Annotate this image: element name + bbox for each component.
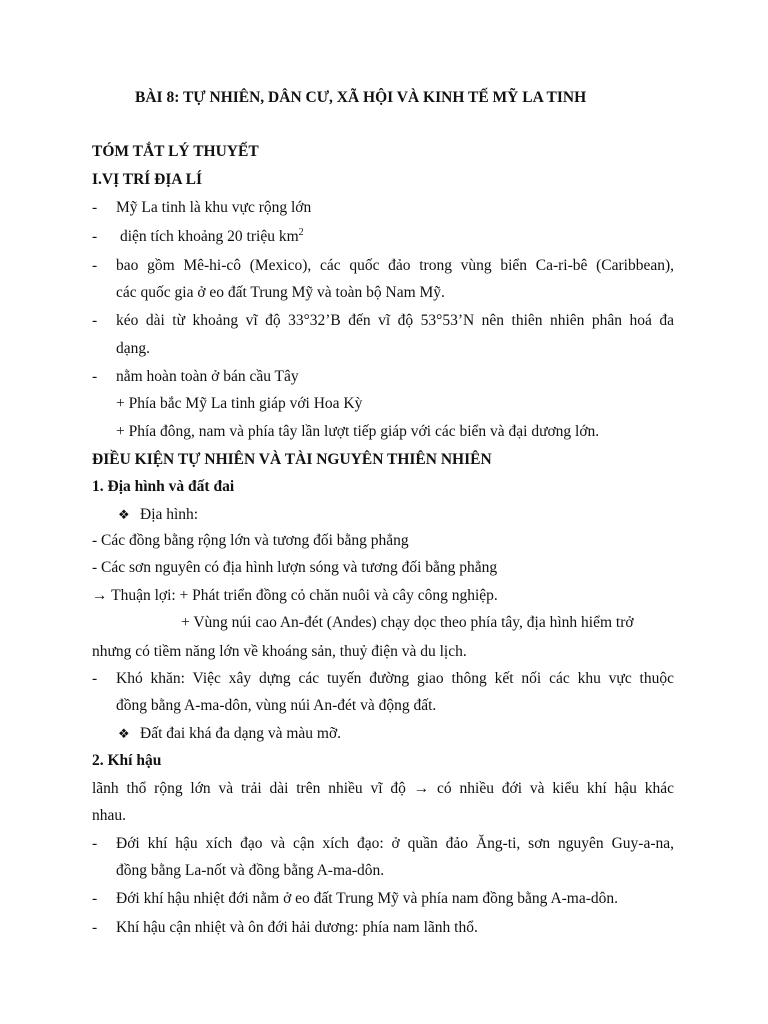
climate-intro: lãnh thổ rộng lớn và trải dài trên nhiều vĩ độ → có nhiều đới và kiểu khí hậu khác: [92, 780, 674, 797]
bullet-dash: -: [92, 670, 98, 687]
location-item-cont: các quốc gia ở eo đất Trung Mỹ và toàn bộ Nam Mỹ.: [116, 284, 445, 301]
diamond-bullet-icon: ❖: [118, 726, 130, 741]
bullet-dash: -: [92, 312, 98, 329]
terrain-label: Địa hình:: [140, 506, 199, 523]
difficulty-line: Khó khăn: Việc xây dựng các tuyến đường giao thông kết nối các khu vực thuộc: [116, 670, 674, 687]
location-item: [120, 227, 304, 247]
bullet-dash: -: [92, 368, 98, 385]
page-title: BÀI 8: TỰ NHIÊN, DÂN CƯ, XÃ HỘI VÀ KINH TẾ MỸ LA TINH: [135, 89, 587, 106]
advantage-line: + Vùng núi cao An-đét (Andes) chạy dọc theo phía tây, địa hình hiểm trở: [181, 614, 634, 631]
superscript: 2: [298, 226, 304, 238]
soil-line: Đất đai khá đa dạng và màu mỡ.: [140, 725, 342, 742]
summary-heading: TÓM TẮT LÝ THUYẾT: [92, 143, 259, 160]
terrain-line: - Các sơn nguyên có địa hình lượn sóng và tương đối bằng phẳng: [92, 559, 498, 576]
bullet-dash: -: [92, 890, 98, 907]
area-text: diện tích khoảng 20 triệu km: [120, 228, 299, 245]
bullet-dash: -: [92, 228, 98, 245]
bullet-dash: -: [92, 919, 98, 936]
location-sub-item: + Phía bắc Mỹ La tinh giáp với Hoa Kỳ: [116, 395, 363, 412]
subheading-climate: 2. Khí hậu: [92, 752, 162, 769]
terrain-line: - Các đồng bằng rộng lớn và tương đối bằng phẳng: [92, 532, 409, 549]
location-sub-item: + Phía đông, nam và phía tây lần lượt tiếp giáp với các biển và đại dương lớn.: [116, 423, 600, 440]
section-heading-nature: ĐIỀU KIỆN TỰ NHIÊN VÀ TÀI NGUYÊN THIÊN NHIÊN: [92, 451, 492, 468]
advantage-line: nhưng có tiềm năng lớn về khoáng sản, thuỷ điện và du lịch.: [92, 643, 467, 660]
climate-item-cont: đồng bằng La-nốt và đồng bằng A-ma-dôn.: [116, 862, 385, 879]
climate-item: Đới khí hậu nhiệt đới nằm ở eo đất Trung Mỹ và phía nam đồng bằng A-ma-dôn.: [116, 890, 619, 907]
diamond-bullet-icon: ❖: [118, 507, 130, 522]
climate-intro-cont: nhau.: [92, 807, 127, 824]
bullet-dash: -: [92, 835, 98, 852]
location-item: Mỹ La tinh là khu vực rộng lớn: [116, 199, 312, 216]
bullet-dash: -: [92, 199, 98, 216]
subheading-terrain: 1. Địa hình và đất đai: [92, 478, 235, 495]
location-item-cont: dạng.: [116, 340, 151, 357]
advantage-line: → Thuận lợi: + Phát triển đồng cỏ chăn nuôi và cây công nghiệp.: [92, 587, 498, 604]
climate-item: Khí hậu cận nhiệt và ôn đới hải dương: phía nam lãnh thổ.: [116, 919, 478, 936]
location-item: kéo dài từ khoảng vĩ độ 33°32’B đến vĩ độ 53°53’N nên thiên nhiên phân hoá đa: [116, 312, 674, 329]
location-item: nằm hoàn toàn ở bán cầu Tây: [116, 368, 299, 385]
location-item: bao gồm Mê-hi-cô (Mexico), các quốc đảo trong vùng biển Ca-ri-bê (Caribbean),: [116, 257, 674, 274]
bullet-dash: -: [92, 257, 98, 274]
section-heading-location: I.VỊ TRÍ ĐỊA LÍ: [92, 171, 202, 188]
climate-item: Đới khí hậu xích đạo và cận xích đạo: ở quần đảo Ăng-ti, sơn nguyên Guy-a-na,: [116, 835, 674, 852]
difficulty-line-cont: đồng bằng A-ma-dôn, vùng núi An-đét và động đất.: [116, 697, 437, 714]
